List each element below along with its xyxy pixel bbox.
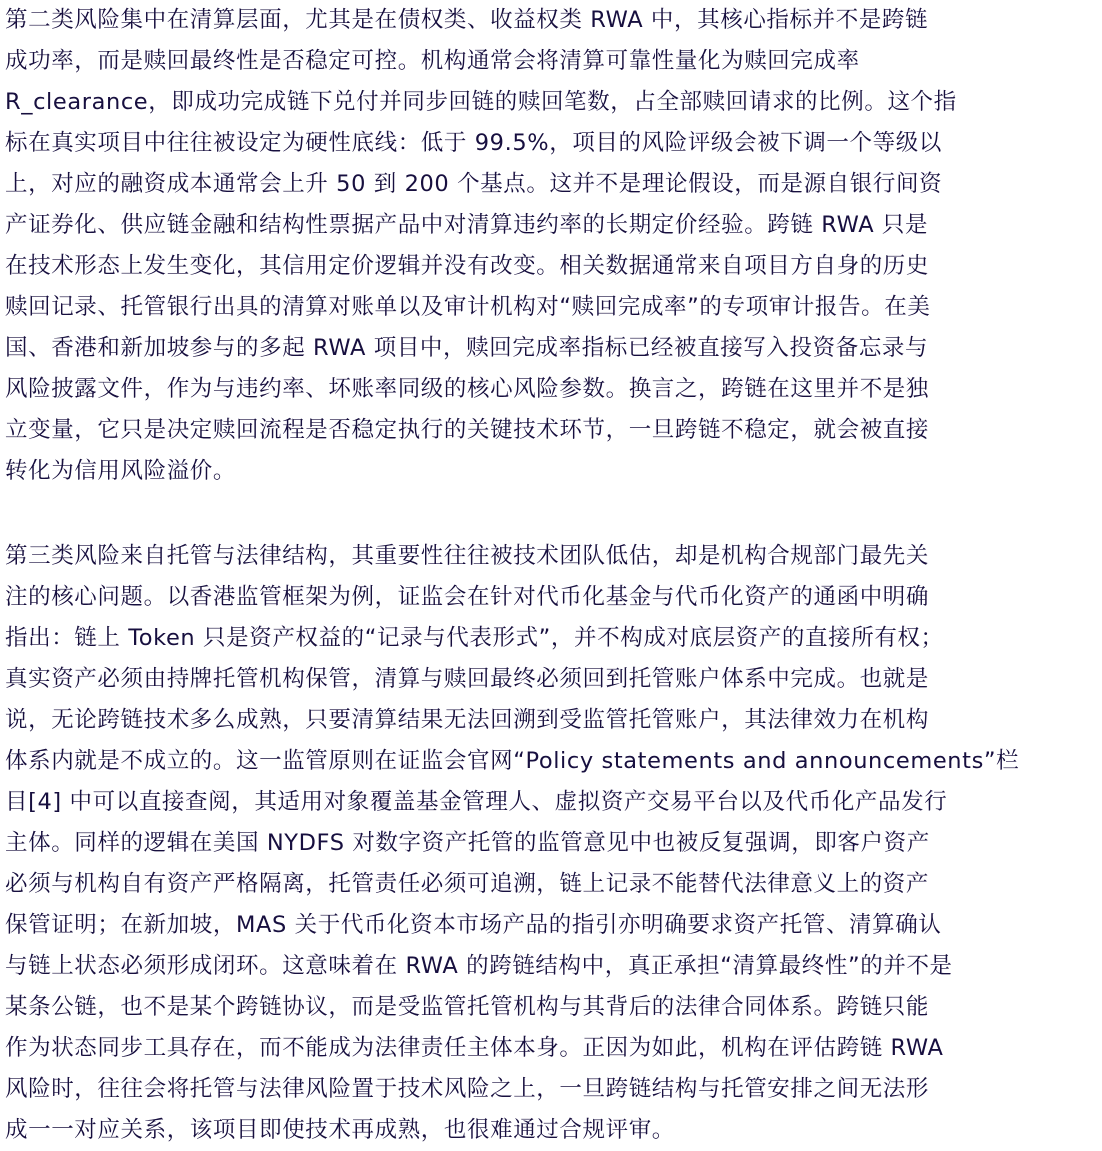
text-line: 注的核心问题。以香港监管框架为例，证监会在针对代币化基金与代币化资产的通函中明确 xyxy=(5,584,930,610)
text-line: 与链上状态必须形成闭环。这意味着在 RWA 的跨链结构中，真正承担“清算最终性”的并不是 xyxy=(5,953,953,979)
text-line: 保管证明；在新加坡，MAS 关于代币化资本市场产品的指引亦明确要求资产托管、清算确认 xyxy=(5,912,942,938)
text-line: 某条公链，也不是某个跨链协议，而是受监管托管机构与其背后的法律合同体系。跨链只能 xyxy=(5,994,930,1020)
text-line: 指出：链上 Token 只是资产权益的“记录与代表形式”，并不构成对底层资产的直接所有权； xyxy=(5,625,944,651)
text-line: 上，对应的融资成本通常会上升 50 到 200 个基点。这并不是理论假设，而是源自银行间资 xyxy=(5,171,943,197)
text-line: 成一一对应关系，该项目即使技术再成熟，也很难通过合规评审。 xyxy=(5,1117,675,1143)
text-line: 必须与机构自有资产严格隔离，托管责任必须可追溯，链上记录不能替代法律意义上的资产 xyxy=(5,871,930,897)
paragraph-gap xyxy=(5,492,1097,536)
text-line: 第三类风险来自托管与法律结构，其重要性往往被技术团队低估，却是机构合规部门最先关 xyxy=(5,543,930,569)
article-body xyxy=(5,0,1097,1151)
text-line: R_clearance，即成功完成链下兑付并同步回链的赎回笔数，占全部赎回请求的比例。这个指 xyxy=(5,89,957,115)
paragraph-settlement-risk xyxy=(5,0,1097,492)
text-line: 说，无论跨链技术多么成熟，只要清算结果无法回溯到受监管托管账户，其法律效力在机构 xyxy=(5,707,930,733)
text-line: 真实资产必须由持牌托管机构保管，清算与赎回最终必须回到托管账户体系中完成。也就是 xyxy=(5,666,930,692)
text-line: 在技术形态上发生变化，其信用定价逻辑并没有改变。相关数据通常来自项目方自身的历史 xyxy=(5,253,930,279)
text-line: 产证券化、供应链金融和结构性票据产品中对清算违约率的长期定价经验。跨链 RWA 只是 xyxy=(5,212,929,238)
paragraph-custody-legal-risk xyxy=(5,536,1097,1151)
text-line: 目[4] 中可以直接查阅，其适用对象覆盖基金管理人、虚拟资产交易平台以及代币化产品发行 xyxy=(5,789,948,815)
text-line: 风险时，往往会将托管与法律风险置于技术风险之上，一旦跨链结构与托管安排之间无法形 xyxy=(5,1076,930,1102)
text-line: 国、香港和新加坡参与的多起 RWA 项目中，赎回完成率指标已经被直接写入投资备忘录与 xyxy=(5,335,929,361)
text-line: 转化为信用风险溢价。 xyxy=(5,458,237,484)
text-line: 体系内就是不成立的。这一监管原则在证监会官网“Policy statements and announcements”栏 xyxy=(5,748,1020,774)
text-line: 赎回记录、托管银行出具的清算对账单以及审计机构对“赎回完成率”的专项审计报告。在美 xyxy=(5,294,931,320)
text-line: 标在真实项目中往往被设定为硬性底线：低于 99.5%，项目的风险评级会被下调一个等级以 xyxy=(5,130,942,156)
text-line: 成功率，而是赎回最终性是否稳定可控。机构通常会将清算可靠性量化为赎回完成率 xyxy=(5,48,860,74)
text-line: 立变量，它只是决定赎回流程是否稳定执行的关键技术环节，一旦跨链不稳定，就会被直接 xyxy=(5,417,930,443)
text-line: 作为状态同步工具存在，而不能成为法律责任主体本身。正因为如此，机构在评估跨链 RWA xyxy=(5,1035,944,1061)
text-line: 风险披露文件，作为与违约率、坏账率同级的核心风险参数。换言之，跨链在这里并不是独 xyxy=(5,376,930,402)
text-line: 第二类风险集中在清算层面，尤其是在债权类、收益权类 RWA 中，其核心指标并不是跨链 xyxy=(5,7,929,33)
text-line: 主体。同样的逻辑在美国 NYDFS 对数字资产托管的监管意见中也被反复强调，即客户资产 xyxy=(5,830,930,856)
